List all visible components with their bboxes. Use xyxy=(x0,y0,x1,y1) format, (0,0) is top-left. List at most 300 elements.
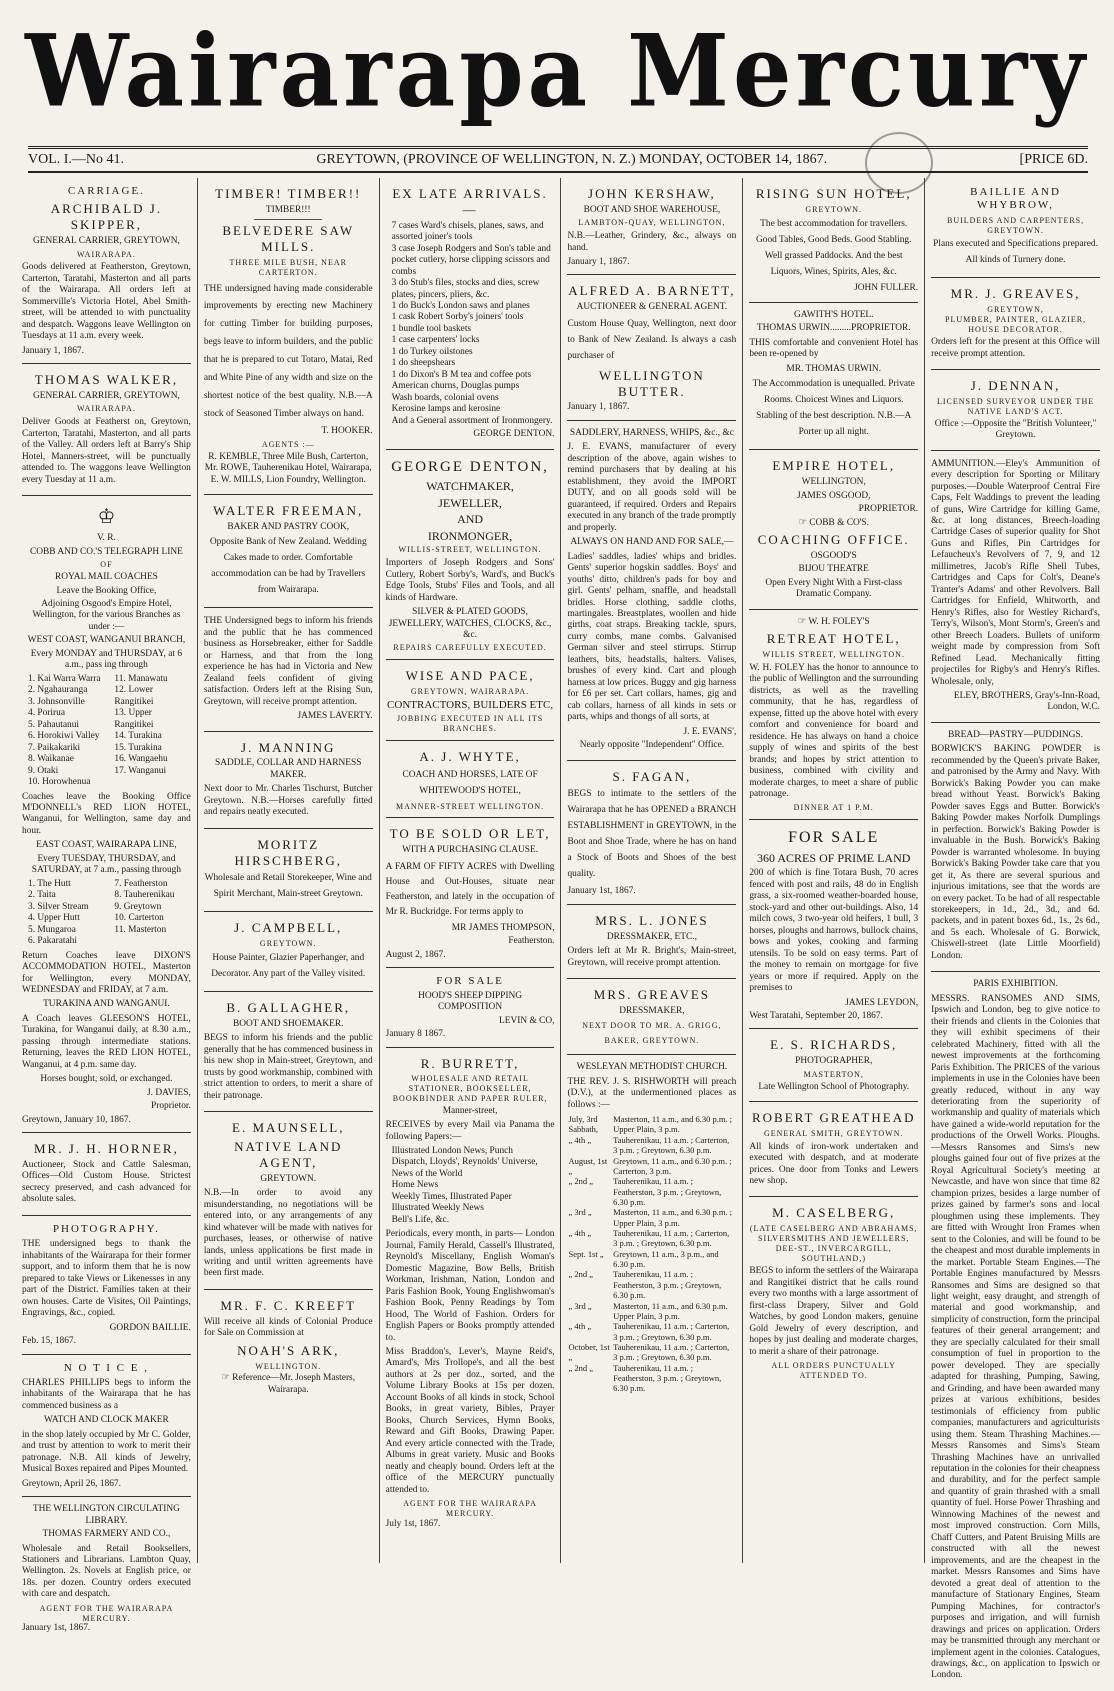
ad-heading: PHOTOGRAPHY. xyxy=(52,1222,160,1235)
ad-body: Custom House Quay, Wellington, next door to Bank of New Zealand. Is always a cash purchaser of xyxy=(567,318,737,361)
ad-borwick xyxy=(931,723,1100,972)
schedule-date: „ 2nd „ xyxy=(568,1176,594,1187)
ad-trade: LICENSED SURVEYOR UNDER THE NATIVE LAND'S ACT. xyxy=(937,397,1095,416)
ad-body: Miss Braddon's, Lever's, Mayne Reid's, Amard's, Mrs Trollope's, and all the best authors at 2s per doz., sorted, and the Volume Library Books at 15s per dozen. Account Books of all kinds in stock, School Books, in great variety, Bibles, Prayer Books, Church Services, Hymn Books, Reward and Gift Books, Drawing Paper. And every article connected with the Trade, Albums in great variety. Music and Books neatly and cheaply bound. Orders left at the office of the MERCURY punctually attended to. xyxy=(385,1346,555,1495)
ad-place: GREYTOWN. xyxy=(259,939,317,949)
ad-body: Next door to Mr. Charles Tischurst, Butcher Greytown. N.B.—Horses carefully fitted and repairs neatly executed. xyxy=(203,784,373,818)
ad-trade: SADDLE, COLLAR AND HARNESS MAKER. xyxy=(215,758,362,780)
ad-name: M. CASELBERG, xyxy=(772,1205,896,1221)
schedule-date: Sept. 1st „ xyxy=(568,1248,604,1259)
schedule-places: Tauherenikau, 11 a.m. ; Carterton, 3 p.m. ; Greytown, 6.30 p.m. xyxy=(613,1228,730,1249)
route-body: A Coach leaves GLEESON'S HOTEL, Turakina, for Wanganui daily, at 8.30 a.m., passing through intermediate stations. Returning, leaves the RED LION HOTEL, Wanganui, at 4 p.m. same day. xyxy=(22,1013,191,1070)
ad-belvedere xyxy=(204,178,373,495)
ad-subheading-text: COBB & CO'S. xyxy=(809,517,869,528)
ad-body: Goods delivered at Featherston, Greytown, Carterton, Taratahi, Masterton and all parts of the Wairarapa. All orders left at Sommerville's Victoria Hotel, Abel Smith-street, will be attended to with punctuality and despatch. Waggons leave Wellington on Tuesdays at 11 a.m. every week. xyxy=(22,262,191,342)
ad-body: Periodicals, every month, in parts— London Journal, Family Herald, Cassell's Illustrated, Reynold's Miscellany, English Woman's Domestic Magazine, Bow Bells, British Workman, Irishman, Nation, London and Paris Fashion Book, Young Englishwoman's Fashion Book, Penny Readings by Tom Hood, The World of Fashion. Orders for English Papers or Books promptly attended to. xyxy=(385,1229,555,1343)
ad-place: WAIRARAPA. xyxy=(77,249,136,259)
ad-name: J. MANNING xyxy=(241,739,336,755)
ad-trade: WATCH AND CLOCK MAKER xyxy=(44,1415,169,1426)
masthead xyxy=(0,0,1114,142)
ad-body: W. H. FOLEY has the honor to announce to the public of Wellington and the surrounding districts, as well as the travelling community, that he has, regardless of expense, fitted up the above hotel with every comfort and convenience for board and residence. He has always on hand a choice supply of wines and spirits of the best brands; and hopes by strict attention to business, combined with civility and moderate charges, to meet a share of public patronage. xyxy=(749,662,919,799)
ad-place: GREYTOWN, xyxy=(987,305,1044,315)
ad-body: THIS comfortable and convenient Hotel has been re-opened by xyxy=(749,337,919,360)
list-item: 3 case Joseph Rodgers and Son's table and pocket cutlery, horse clipping scissors and combs xyxy=(391,243,551,277)
ad-of: OF xyxy=(100,560,113,570)
ad-trade: GENERAL SMITH, GREYTOWN. xyxy=(763,1128,904,1138)
ad-name: E. S. RICHARDS, xyxy=(770,1037,898,1053)
ad-signature: J. E. EVANS', xyxy=(683,726,737,737)
stop: 17. Wanganui xyxy=(114,765,167,776)
ad-note: (LATE CASELBERG AND ABRAHAMS, SILVERSMITHS AND JEWELLERS, DEE-ST., INVERCARGILL, SOUTHLAND,) xyxy=(749,1224,918,1263)
ad-date: Greytown, January 10, 1867. xyxy=(22,1114,131,1125)
schedule-date: „ 3rd „ xyxy=(568,1207,592,1218)
column-1 xyxy=(16,178,198,1634)
pointing-hand-icon: ☞ xyxy=(797,616,809,627)
ad-signature: J. DAVIES, xyxy=(146,1087,191,1098)
ad-trade: AND xyxy=(457,512,484,527)
ad-body: RECEIVES by every Mail via Panama the following Papers:— xyxy=(385,1120,555,1142)
ad-body: Plans executed and Specifications prepared. All kinds of Turnery done. xyxy=(933,239,1098,266)
schedule-places: Greytown, 11 a.m., and 6.30 p.m. ; Carterton, 3 p.m. xyxy=(613,1155,732,1176)
ad-greaves-plumber xyxy=(931,278,1100,370)
stop: 5. Pahautanui xyxy=(28,719,80,730)
ad-role: Proprietor. xyxy=(150,1101,191,1112)
ad-body: THE undersigned having made considerable improvements by erecting new Machinery for cutting Timber for building purposes, begs leave to inform builders, and the public that he is prepared to cut Totaro, Matai, Red and White Pine of any width and size on the shortest notice of the best quality. N.B.—A stock of Seasoned Timber always on hand. xyxy=(203,283,373,419)
table-row xyxy=(567,1249,736,1270)
price: [PRICE 6D. xyxy=(1019,152,1088,167)
list-item: Home News xyxy=(391,1180,439,1191)
ad-wesleyan xyxy=(567,1055,736,1400)
ad-text: Adjoining Osgood's Empire Hotel, Wellington, for the various Branches as under :— xyxy=(32,599,181,632)
ad-name: ALFRED A. BARNETT, xyxy=(568,283,736,299)
ad-evans xyxy=(567,421,736,761)
list-item: 1 cask Robert Sorby's joiners' tools xyxy=(391,312,524,323)
table-row xyxy=(567,1269,736,1300)
schedule-date: „ 3rd „ xyxy=(568,1300,592,1311)
ad-body: Ladies' saddles, ladies' whips and bridles. Gents' superior hogskin saddles. Boys' and youths' ditto, children's pads for boy and girl. Gents' pelham, snaffle, and headstall bridles. Horse clothing, saddle cloths, martingales. Breastplates, woollen and hide girths, coat straps. Breaking tackle, spurs, curry combs, mane combs. Galvanised German silver and steel stirrups. Stirrup leathers, bits, headstalls, halters. Valises, brushes of every kind. Cart and plough harness at low prices. Buggy and gig harness for £6 per set. Cart collars, hames, gig and cab collars, harness of all kinds in sets or parts, whips and thongs of all sorts, at xyxy=(567,551,737,723)
ad-date: Greytown, April 26, 1867. xyxy=(22,1478,121,1489)
route-heading: EAST COAST, WAIRARAPA LINE, xyxy=(36,840,177,851)
ad-body: BEGS to inform the settlers of the Wairarapa and Rangitikei district that he calls round every two months with a large assortment of first-class Drapery, Silver and Gold Watches, by good London makers, genuine Gold Jewelry of every description, and hopes by just dealing and moderate charges, to merit a share of their patronage. xyxy=(749,1266,919,1357)
ad-name: E. MAUNSELL, xyxy=(232,1120,345,1136)
column-6 xyxy=(925,178,1106,1681)
ad-date: July 1st, 1867. xyxy=(385,1518,441,1529)
ad-role: PROPRIETOR. xyxy=(858,504,919,515)
table-row xyxy=(567,1176,736,1207)
ad-signature: JAMES LAVERTY. xyxy=(297,711,373,722)
ad-body: J. E. EVANS, manufacturer of every description of the above, again wishes to remind purchasers that by dealing at his establishment, they avoid the IMPORT DUTY, and on all goods sold will be guaranteed, if required. Orders and Repairs executed in any branch of the trade promptly and properly. xyxy=(567,442,737,533)
dateline xyxy=(28,146,1088,173)
ad-trade: DRESSMAKER, xyxy=(619,1005,685,1016)
ad-name: B. GALLAGHER, xyxy=(226,1000,351,1015)
ad-trade: GENERAL CARRIER, GREYTOWN, xyxy=(32,390,180,401)
stop: 7. Paikakariki xyxy=(28,742,81,753)
ad-body: THE REV. J. S. RISHWORTH will preach (D.V.), at the undermentioned places as follows :— xyxy=(567,1076,737,1110)
ad-name: BELVEDERE SAW MILLS. xyxy=(222,223,355,255)
stop: 4. Upper Hutt xyxy=(28,913,80,924)
ad-place: WELLINGTON. xyxy=(255,1361,322,1371)
stop: 11. Manawatu xyxy=(114,673,168,684)
ad-note: DINNER AT 1 P.M. xyxy=(793,803,874,813)
column-2 xyxy=(198,178,380,1563)
route-stops xyxy=(22,674,191,789)
pointing-hand-icon: ☞ xyxy=(798,517,810,528)
ad-campbell xyxy=(204,912,373,992)
stop: 13. Upper Rangitikei xyxy=(114,708,154,730)
route-return: Coaches leave the Booking Office M'DONNELL's RED LION HOTEL, Wanganui, for Wellington, same day and hour. xyxy=(22,791,191,836)
schedule-date: July, 3rd Sabbath, xyxy=(568,1114,598,1135)
ad-subheading: MR. THOMAS URWIN. xyxy=(786,363,882,374)
list-item: 1 do sheepshears xyxy=(391,358,456,369)
ad-body: Office :—Opposite the "British Volunteer," Greytown. xyxy=(934,418,1097,441)
ad-name: S. FAGAN, xyxy=(612,768,692,784)
ad-farm-sale xyxy=(386,818,555,968)
ad-name: THOMAS FARMERY AND CO., xyxy=(42,1529,171,1540)
ad-body: Orders left for the present at this Office will receive prompt attention. xyxy=(931,337,1100,359)
ad-cobb-coaches xyxy=(22,496,191,1133)
ad-heading: TO BE SOLD OR LET, xyxy=(389,826,551,842)
ad-signature: GORDON BAILLIE. xyxy=(109,1322,191,1333)
ad-date: January 1, 1867. xyxy=(567,257,630,268)
volume-number: VOL. I.—No 41. xyxy=(28,152,125,167)
ad-place: WILLIS STREET, WELLINGTON. xyxy=(762,650,905,660)
table-row xyxy=(567,1228,736,1249)
schedule-date: „ 4th „ xyxy=(568,1134,592,1145)
ad-body: Deliver Goods at Featherst on, Greytown, Carterton, Taratahi, Masterton, and all parts of the Valley. All orders left at Barry's Ship Hotel, Manners-street, will be punctually attended to. The waggons leave Wellington every Tuesday at 11 a.m. xyxy=(22,417,191,485)
schedule-date: „ 4th „ xyxy=(568,1228,592,1239)
stop: 1. The Hutt xyxy=(28,878,71,889)
stop: 12. Lower Rangitikei xyxy=(114,685,154,707)
ad-trade: IRONMONGER, xyxy=(427,528,513,543)
schedule-places: Tauherenikau, 11 a.m. ; Featherston, 3 p.m. ; Greytown, 6.30 p.m. xyxy=(613,1269,722,1301)
ad-name: MRS. L. JONES xyxy=(595,912,709,928)
ad-body: THE undersigned begs to thank the inhabitants of the Wairarapa for their former support, and to inform them that he is now prepared to take Views or Likenesses in any part of the District. Families taken at their own houses. Carte de Visites, Oil Paintings, Engravings, &c., copied. xyxy=(22,1239,191,1319)
stop: 16. Wangaehu xyxy=(114,754,168,765)
ad-proprietor: THOMAS URWIN.........PROPRIETOR. xyxy=(756,323,911,334)
ad-date: January 1st, 1867. xyxy=(567,886,636,897)
list-item: And a General assortment of Ironmongery. xyxy=(391,415,553,426)
ad-date: West Taratahi, September 20, 1867. xyxy=(749,1010,883,1021)
ad-subheading: ROYAL MAIL COACHES xyxy=(54,572,158,583)
ad-body: Orders left at Mr R. Bright's, Main-street, Greytown, will receive prompt attention. xyxy=(567,946,737,968)
ad-name: EMPIRE HOTEL, xyxy=(772,458,896,474)
list-item: American churns, Douglas pumps xyxy=(391,381,520,392)
ad-subheading: WITH A PURCHASING CLAUSE. xyxy=(402,845,539,856)
ad-rising-sun xyxy=(749,178,918,303)
ad-text: Horses bought, sold, or exchanged. xyxy=(40,1074,173,1085)
stop: 9. Greytown xyxy=(114,901,162,912)
ad-body: N.B.—Leather, Grindery, &c., always on hand. xyxy=(567,231,737,253)
ad-place: THREE MILE BUSH, NEAR CARTERTON. xyxy=(229,258,347,277)
ad-trade: PHOTOGRAPHER, xyxy=(795,1056,873,1067)
ad-date: January 1, 1867. xyxy=(22,345,84,356)
stop: 8. Waikanae xyxy=(28,754,74,765)
ad-note: REPAIRS CAREFULLY EXECUTED. xyxy=(393,643,547,653)
ad-date: August 2, 1867. xyxy=(385,949,446,960)
stop: 10. Horowhenua xyxy=(28,777,91,788)
stop: 3. Silver Stream xyxy=(28,901,89,912)
ad-body: Late Wellington School of Photography. xyxy=(758,1081,910,1092)
stop: 14. Turakina xyxy=(114,731,162,742)
schedule-date: „ 4th „ xyxy=(568,1321,592,1332)
ad-subheading: AGENTS :— xyxy=(261,439,315,449)
divider xyxy=(254,219,322,220)
ad-date: January 1st, 1867. xyxy=(22,1623,91,1634)
ad-name: J. DENNAN, xyxy=(970,378,1061,394)
ad-subheading: COACHING OFFICE. xyxy=(757,532,910,548)
stop: 6. Horokiwi Valley xyxy=(28,731,100,742)
ad-date: Feb. 15, 1867. xyxy=(22,1336,76,1347)
ad-body: House Painter, Glazier Paperhanger, and Decorator. Any part of the Valley visited. xyxy=(211,953,366,980)
ad-name: ROBERT GREATHEAD xyxy=(751,1110,916,1125)
ad-trade: WATCHMAKER, xyxy=(426,478,514,493)
preaching-schedule xyxy=(567,1114,736,1394)
ad-name: GEORGE DENTON, xyxy=(391,458,549,475)
ad-foley xyxy=(749,610,918,820)
list-item: Illustrated Weekly News xyxy=(391,1203,484,1214)
table-row xyxy=(567,1342,736,1363)
ad-trade: GENERAL CARRIER, GREYTOWN, xyxy=(32,236,180,247)
schedule-places: Masterton, 11 a.m., and 6.30 p.m. Upper Plain, 3 p.m. xyxy=(613,1300,728,1321)
ad-body: NEXT DOOR TO MR. A. GRIGG, BAKER, GREYTOWN. xyxy=(582,1021,722,1045)
ad-heading: SADDLERY, HARNESS, WHIPS, &c., &c xyxy=(569,427,734,438)
ad-subheading: SILVER & PLATED GOODS, JEWELLERY, WATCHES, CLOCKS, &c., &c. xyxy=(388,607,552,640)
ad-heading: EX LATE ARRIVALS.— xyxy=(392,186,548,217)
ad-place: GREYTOWN, WAIRARAPA. xyxy=(410,687,530,697)
ad-name: RISING SUN HOTEL, xyxy=(755,186,912,201)
ad-place: GREYTOWN. xyxy=(260,1173,317,1184)
ad-baillie xyxy=(931,178,1100,278)
ad-body: All kinds of iron-work undertaken and executed with despatch, and at moderate prices. One door from Tonks and Lewers new shop. xyxy=(749,1141,919,1187)
list-item: 1 bundle tool baskets xyxy=(391,323,472,334)
ad-name: HOOD'S SHEEP DIPPING COMPOSITION xyxy=(418,990,523,1013)
route-stops xyxy=(22,879,191,948)
ad-heading: CARRIAGE. xyxy=(67,185,145,197)
ad-name-text: W. H. FOLEY'S xyxy=(808,616,870,627)
ad-heading: THE WELLINGTON CIRCULATING LIBRARY. xyxy=(32,1504,180,1526)
ad-subheading: BIJOU THEATRE xyxy=(798,564,869,575)
table-row xyxy=(567,1321,736,1342)
list-item: 1 do Buck's London saws and planes xyxy=(391,301,530,311)
ad-place: MANNER-STREET WELLINGTON. xyxy=(396,801,545,811)
schedule-places: Masterton, 11 a.m., and 6.30 p.m. ; Upper Plain, 3 p.m. xyxy=(613,1207,733,1228)
stop: 8. Tauherenikau xyxy=(114,890,175,901)
ad-heading: PARIS EXHIBITION. xyxy=(973,979,1058,990)
ad-body: CHARLES PHILLIPS begs to inform the inhabitants of the Wairarapa that he has commenced business as a xyxy=(22,1377,191,1411)
ad-greathead xyxy=(749,1102,918,1197)
ad-subheading: ALWAYS ON HAND AND FOR SALE,— xyxy=(570,537,734,548)
ad-body: 200 of which is fine Totara Bush, 70 acres fenced with post and rails, 48 do in English grass, a six-roomed weather-boarded house, stock-yard and other out-buildings. Also, 14 milch cows, 3 two-year old heifers, 1 bull, 3 horses, ploughs and harrows, bullock chains, bows and yokes, cooking and farming utensils. To be sold on easy terms. Part of the money to remain on mortgage for five years or more if required. Apply on the premises to xyxy=(749,868,919,994)
ad-kreeft xyxy=(204,1290,373,1404)
ad-heading: WESLEYAN METHODIST CHURCH. xyxy=(576,1062,728,1073)
ad-ammunition xyxy=(931,451,1100,723)
ad-kershaw xyxy=(567,178,736,275)
list-item: 1 do Dixon's B M tea and coffee pots xyxy=(391,369,532,380)
ad-proprietor: JAMES OSGOOD, xyxy=(797,490,871,501)
ad-richards xyxy=(749,1029,918,1102)
ad-place: Featherston. xyxy=(508,936,555,947)
ad-reference-text: Reference—Mr. Joseph Masters, Wairarapa. xyxy=(232,1373,356,1395)
ad-denton xyxy=(386,450,555,661)
ad-burrett xyxy=(386,1048,555,1537)
ad-place: WELLINGTON, xyxy=(801,477,866,488)
table-row xyxy=(567,1301,736,1322)
ad-manning xyxy=(204,732,373,829)
ad-barnett xyxy=(567,275,736,420)
table-row xyxy=(567,1114,736,1135)
stop: 9. Otaki xyxy=(28,765,59,776)
stop: 2. Taita xyxy=(28,890,56,901)
ad-empire xyxy=(749,450,918,609)
ad-place: GREYTOWN. xyxy=(805,204,863,214)
table-row xyxy=(567,1207,736,1228)
pointing-hand-icon: ☞ xyxy=(221,1373,233,1384)
ad-denton-arrivals xyxy=(386,178,555,450)
ad-name: RETREAT HOTEL, xyxy=(766,631,901,647)
ad-body: R. KEMBLE, Three Mile Bush, Carterton, Mr. ROWE, Tauherenikau Hotel, Wairarapa, E. W. MILLS, Lion Foundry, Wellington. xyxy=(204,451,372,485)
table-row xyxy=(567,1156,736,1177)
ad-library xyxy=(22,1497,191,1641)
ad-body: N.B.—In order to avoid any misunderstanding, no negotiations will be entered into, or any arrangements of any kind whatever will be made with natives for purchases, leases, or otherwise of native lands, unless applications be first made in writing and until written agreements have been first made. xyxy=(203,1188,373,1279)
ad-heading: TIMBER! TIMBER!! xyxy=(215,186,362,201)
ad-trade: CONTRACTORS, BUILDERS ETC, xyxy=(387,698,554,711)
ad-subheading: OSGOOD'S xyxy=(810,550,857,561)
stop: 7. Featherston xyxy=(114,878,168,889)
ad-land-sale xyxy=(749,820,918,1029)
ad-whyte xyxy=(386,741,555,819)
ad-body: Opposite Bank of New Zealand. Wedding Cakes made to order. Comfortable accommodation can be had by Travellers from Wairarapa. xyxy=(209,537,367,596)
route-heading: TURAKINA AND WANGANUI. xyxy=(43,999,170,1010)
ad-name: MORITZ HIRSCHBERG, xyxy=(234,836,343,868)
ad-body: Importers of Joseph Rodgers and Sons' Cutlery, Robert Sorby's, Ward's, and Buck's Edge Tools, Stubs' Files and Tools, and all kinds of Hardware. xyxy=(385,558,555,603)
ad-heading: BREAD—PASTRY—PUDDINGS. xyxy=(948,729,1083,740)
list-item: Weekly Times, Illustrated Paper xyxy=(391,1191,512,1202)
ad-name: WISE AND PACE, xyxy=(405,668,535,684)
table-row xyxy=(567,1135,736,1156)
ad-body: in the shop lately occupied by Mr C. Golder, and trust by attention to work to merit their patronage. N.B. All kinds of Jewelry, Musical Boxes repaired and Pipes Mounted. xyxy=(22,1429,191,1475)
ad-trade: WHOLESALE AND RETAIL STATIONER, BOOKSELLER, BOOKBINDER AND PAPER RULER, xyxy=(392,1074,548,1103)
ad-name: ARCHIBALD J. SKIPPER, xyxy=(50,201,163,233)
ad-note: ALL ORDERS PUNCTUALLY ATTENDED TO. xyxy=(771,1361,896,1380)
ad-name: J. CAMPBELL, xyxy=(234,920,343,936)
ad-body: Auctioneer, Stock and Cattle Salesman, Offices—Old Custom House. Strictest secrecy preserved, and cash advanced for absolute sales. xyxy=(22,1160,191,1205)
ad-trade: NATIVE LAND AGENT, xyxy=(234,1139,343,1170)
ad-body: AMMUNITION.—Eley's Ammunition of every description for Sporting or Military purposes.—Double Waterproof Central Fire Caps, Felt Waddings to prevent the leading of guns, Wire Cartridge for killing Game, &c. at long distances, Breech-loading Cartridge Cases of superior quality for Shot Guns and Rifles, Pin Cartridges for Lefaucheux's Revolvers of 7, 9, and 12 millimetres, Jacob's Rifle Shell Tubes, Cartridges and Caps for Colt's, Deane's Tranter's Adams' and other Revolvers. Ball Cartridges for Enfield, Whitworth, and Henry's Rifles, also for Westley Richard's, Terry's, Wilson's, Mont Storm's, Green's and other Breech Loaders. Bullets of uniform weight made by compression from Soft Refined Lead. Mechanically fitting projectiles for Rigby's and Henry's Rifles. Wholesale, only, xyxy=(931,458,1100,687)
ad-body: THE Undersigned begs to inform his friends and the public that he has commenced business as Horsebreaker, either for Saddle or Harness, and that from the long experience he has had in Victoria and New Zealand feels confident of giving satisfaction. Orders left at the Rising Sun, Greytown, will receive prompt attention. xyxy=(203,616,373,707)
ad-signature: GEORGE DENTON. xyxy=(473,429,555,440)
ad-name: GAWITH'S HOTEL. xyxy=(793,310,874,321)
route-days: Every TUESDAY, THURSDAY, and SATURDAY, at 7 a.m., passing through xyxy=(31,853,182,876)
schedule-places: Tauherenikau, 11 a.m. ; Carterton, 3 p.m. ; Greytown, 6.30 p.m. xyxy=(613,1321,730,1342)
ad-place: LAMBTON-QUAY, WELLINGTON, xyxy=(578,218,726,228)
ad-heading: TIMBER!!! xyxy=(265,204,311,215)
arrivals-list xyxy=(386,221,555,427)
royal-crest-icon: ♔ xyxy=(97,505,116,528)
route-heading: WEST COAST, WANGANUI BRANCH, xyxy=(27,635,186,646)
schedule-places: Greytown, 11 a.m., 3 p.m., and 6.30 p.m. xyxy=(613,1248,719,1270)
ad-heading: FOR SALE xyxy=(788,829,880,847)
stop: 4. Porirua xyxy=(28,708,65,719)
ad-name: A. J. WHYTE, xyxy=(419,748,521,764)
ad-body: BEGS to inform his friends and the public generally that he has commenced business in his new shop in Main-street, Greytown, and trusts by good workmanship, combined with strict attention to orders, to merit a share of their patronage. xyxy=(203,1033,373,1101)
ad-paris-exhibition xyxy=(931,972,1100,1691)
schedule-date: October, 1st „ xyxy=(568,1342,610,1363)
ad-name: MR. F. C. KREEFT xyxy=(220,1297,357,1313)
ad-text: Leave the Booking Office, xyxy=(56,585,157,596)
ad-name: MRS. GREAVES xyxy=(593,987,711,1003)
ad-name: MR. J. H. HORNER, xyxy=(33,1141,179,1157)
ad-photography xyxy=(22,1216,191,1355)
ad-signature: JOHN FULLER. xyxy=(854,282,919,293)
ad-trade: JEWELLER, xyxy=(438,495,502,510)
ad-trade: BAKER AND PASTRY COOK, xyxy=(227,521,350,532)
stop: 5. Mungaroa xyxy=(28,924,76,935)
list-item: Wash boards, colonial ovens xyxy=(391,392,499,403)
ad-date: January 1, 1867. xyxy=(567,402,630,413)
ad-place: Nearly opposite "Independent" Office. xyxy=(579,740,725,751)
ad-body: COACH AND HORSES, LATE OF WHITEWOOD'S HOTEL, xyxy=(402,769,538,796)
list-item: Kerosine lamps and kerosine xyxy=(391,404,501,415)
ad-heading: COBB AND CO.'S TELEGRAPH LINE xyxy=(30,546,183,557)
stop: 15. Turakina xyxy=(114,742,162,753)
list-item: 7 cases Ward's chisels, planes, saws, and assorted joiner's tools xyxy=(391,220,544,243)
ad-signature: LEVIN & CO, xyxy=(499,1015,555,1026)
ad-name: WALTER FREEMAN, xyxy=(213,503,364,519)
table-row xyxy=(567,1363,736,1394)
stop: 10. Carterton xyxy=(114,913,164,924)
schedule-date: August, 1st „ xyxy=(568,1155,608,1176)
stop: 3. Johnsonville xyxy=(28,696,85,707)
papers-list xyxy=(386,1146,555,1226)
stop: 6. Pakaratahi xyxy=(28,936,77,947)
ad-trade: BOOT AND SHOE WAREHOUSE, xyxy=(583,204,721,215)
ad-signature: MR JAMES THOMPSON, xyxy=(451,922,555,933)
ad-trade: BUILDERS AND CARPENTERS, GREYTOWN. xyxy=(946,215,1085,235)
ad-freeman xyxy=(204,495,373,608)
schedule-places: Tauherenikau, 11 a.m. ; Carterton, 3 p.m. ; Greytown, 6.30 p.m. xyxy=(613,1134,730,1156)
list-item: Illustrated London News, Punch xyxy=(391,1146,513,1157)
ad-name: R. BURRETT, xyxy=(420,1055,520,1071)
ad-body: The best accommodation for travellers. Good Tables, Good Beds. Good Stabling. Well grassed Paddocks. And the best Liquors, Wines, Spirits, Ales, &c. xyxy=(756,218,912,277)
ad-signature: T. HOOKER. xyxy=(321,426,373,437)
schedule-date: „ 2nd „ xyxy=(568,1269,594,1280)
stop: 2. Ngahauranga xyxy=(28,685,88,696)
ad-walker xyxy=(22,364,191,496)
ad-place: WILLIS-STREET, WELLINGTON. xyxy=(398,545,542,555)
ad-fagan xyxy=(567,761,736,905)
schedule-date: „ 2nd „ xyxy=(568,1362,594,1373)
ad-body: Wholesale and Retail Storekeeper, Wine and Spirit Merchant, Main-street Greytown. xyxy=(204,873,372,900)
list-item: 1 case carpenters' locks xyxy=(391,335,480,346)
ad-wise-pace xyxy=(386,660,555,741)
ad-body: BEGS to intimate to the settlers of the Wairarapa that he has OPENED a BRANCH ESTABLISHMENT in GREYTOWN, in the Boot and Shoe Trade, where he has on hand a Stock of Boots and Shoes of the best quality. xyxy=(567,789,737,880)
ad-body: Open Every Night With a First-class Dramatic Company. xyxy=(765,577,903,600)
list-item: Dispatch, Lloyds', Reynolds' Universe, News of the World xyxy=(391,1157,538,1179)
ad-note: JOBBING EXECUTED IN ALL ITS BRANCHES. xyxy=(396,714,544,733)
column-3 xyxy=(380,178,562,1563)
ad-agent: AGENT FOR THE WAIRARAPA MERCURY. xyxy=(403,1499,537,1518)
columns xyxy=(16,178,1106,1681)
ad-signature: JAMES LEYDON, xyxy=(845,997,919,1008)
stop: 1. Kai Warra Warra xyxy=(28,673,101,684)
column-4 xyxy=(561,178,743,1563)
ad-heading: N O T I C E , xyxy=(63,1361,149,1374)
schedule-places: Masterton, 11 a.m., and 6.30 p.m. ; Upper Plain, 3 p.m. xyxy=(613,1114,733,1135)
ad-body: MESSRS. RANSOMES AND SIMS, Ipswich and London, beg to give notice to their friends and clients in the Colonies that they will exhibit specimens of their celebrated Machinery, fitted with all the newest improvements at the forthcoming Paris Exhibition. The PRICES of the various implements in use in the Colonies have been greatly reduced, without in any way deteriorating from the superiority of workmanship and quality of materials which have gained a wide-world reputation for the productions of the Orwell Works. Ploughs.—Messrs Ransomes and Sims's new ploughs gained four out of five prizes at the Royal Agricultural Society's meeting at Newcastle, and have won since that time 82 champion prizes, besides a large number of prizes gained by farmer's sons and local ploughmen using these implements. They are fitted with Wrought Iron Frames when sent to the Colonies, and will be found to be the cheapest and most durable implements in the market. Portable Steam Engines.—The Portable Engines manufactured by Messrs Ransomes and Sims are designed so that light weight, easy draught, and strength of material and good workmanship, and simplicity of construction, form the principal features of their general arrangement; and they are specially calculated for their small consumption of fuel in proportion to the power developed. They are specially adapted for thrashing, Pumping, Sawing, and Grinding, and have been awarded many prizes at various exhibitions, besides testimonials of efficiency from public companies, manufacturers and agriculturists using them. Steam Thrashing Machines.—Messrs Ransomes and Sims's Steam Thrashing Machines have an unrivalled reputation in the colonies for their cheapness and durability, and for the perfect sample and quantity of grain thrashed with a small quantity of fuel. Horse Power Thrashing and Winnowing Machines of the newest and most improved construction. Corn Mills, Chaff Cutters, and Patent Bruising Mills are constructed with all the newest improvements, and are the cheapest in the market. Messrs Ransomes and Sims have devoted a great deal of attention to the manufacture of Stationary Engines, Steam Pumping Machines, for contractor's purposes and irrigation, and will furnish drawings and prices on application. Orders may be transmitted through any merchant or implement agent in the colonies. Catalogues, drawings, &c., on application to Ipswich or London. xyxy=(931,993,1100,1681)
list-item: Bell's Life, &c. xyxy=(391,1214,450,1225)
ad-body: A FARM OF FIFTY ACRES with Dwelling House and Out-Houses, situate near Featherston, and lately in the occupation of Mr R. Buckridge. For terms apply to xyxy=(385,861,555,917)
ad-gawith xyxy=(749,303,918,450)
